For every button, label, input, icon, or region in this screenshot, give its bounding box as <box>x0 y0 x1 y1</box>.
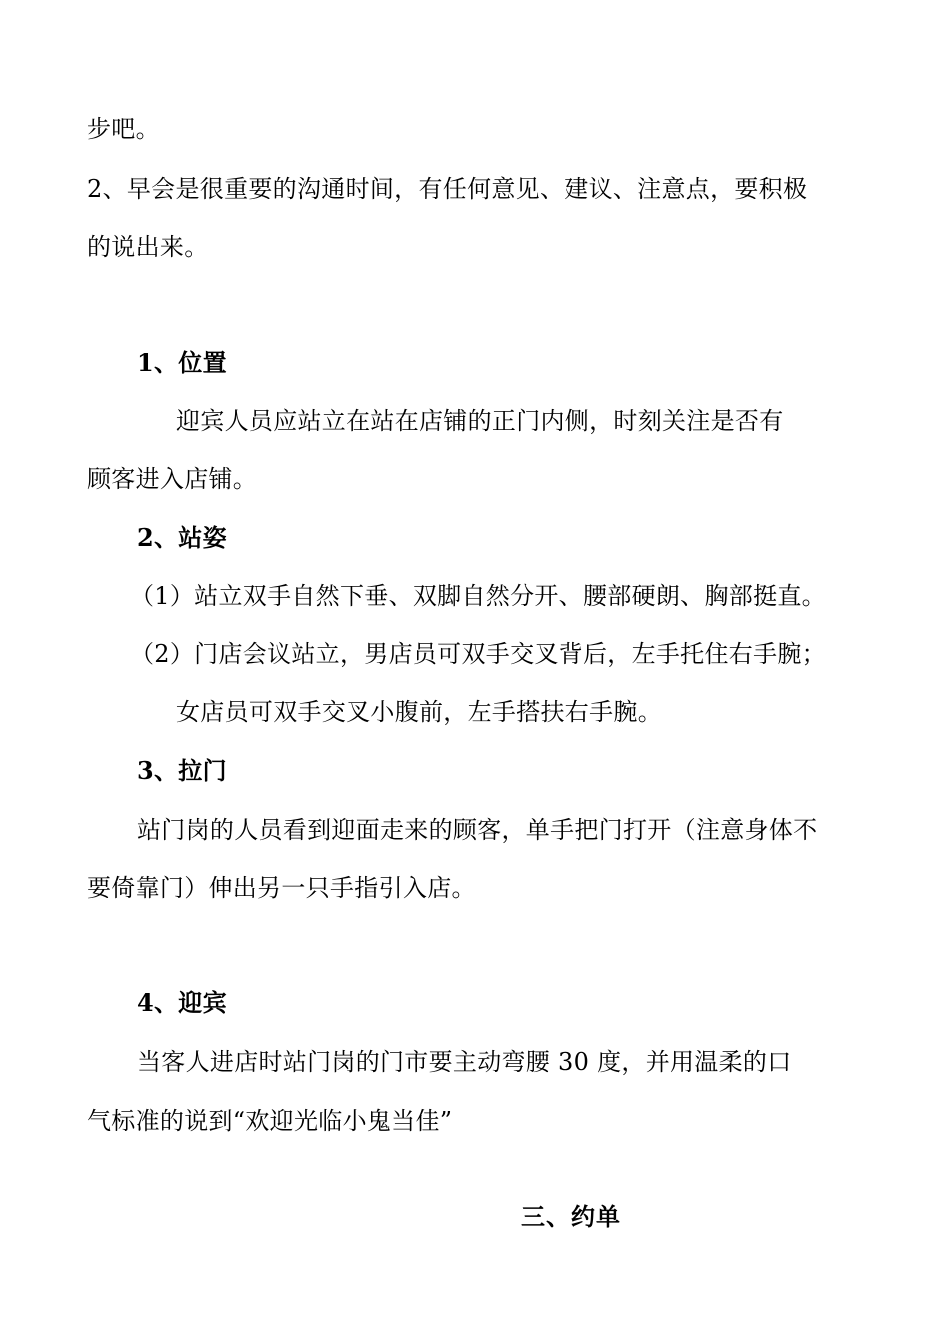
door-body-line-1: 站门岗的人员看到迎面走来的顾客，单手把门打开（注意身体不 <box>137 816 818 844</box>
intro-line-1: 步吧。 <box>87 115 160 143</box>
section-title-contract: 三、约单 <box>521 1202 621 1231</box>
position-body-line-2: 顾客进入店铺。 <box>87 465 258 493</box>
door-heading: 3、拉门 <box>137 756 227 785</box>
welcome-heading: 4、迎宾 <box>137 988 227 1017</box>
welcome-body-line-2: 气标准的说到“欢迎光临小鬼当佳” <box>87 1107 453 1135</box>
posture-item-2-line-2: 女店员可双手交叉小腹前，左手搭扶右手腕。 <box>176 698 662 726</box>
welcome-body-line-1: 当客人进店时站门岗的门市要主动弯腰 30 度，并用温柔的口 <box>137 1048 792 1076</box>
posture-item-2-line-1: （2）门店会议站立，男店员可双手交叉背后，左手托住右手腕； <box>130 640 826 668</box>
intro-line-3: 的说出来。 <box>87 233 209 261</box>
position-body-line-1: 迎宾人员应站立在站在店铺的正门内侧，时刻关注是否有 <box>176 407 784 435</box>
intro-line-2: 2、早会是很重要的沟通时间，有任何意见、建议、注意点，要积极 <box>87 175 808 203</box>
posture-heading: 2、站姿 <box>137 523 227 552</box>
position-heading: 1、位置 <box>137 348 227 377</box>
door-body-line-2: 要倚靠门）伸出另一只手指引入店。 <box>87 874 476 902</box>
posture-item-1: （1）站立双手自然下垂、双脚自然分开、腰部硬朗、胸部挺直。 <box>130 582 826 610</box>
